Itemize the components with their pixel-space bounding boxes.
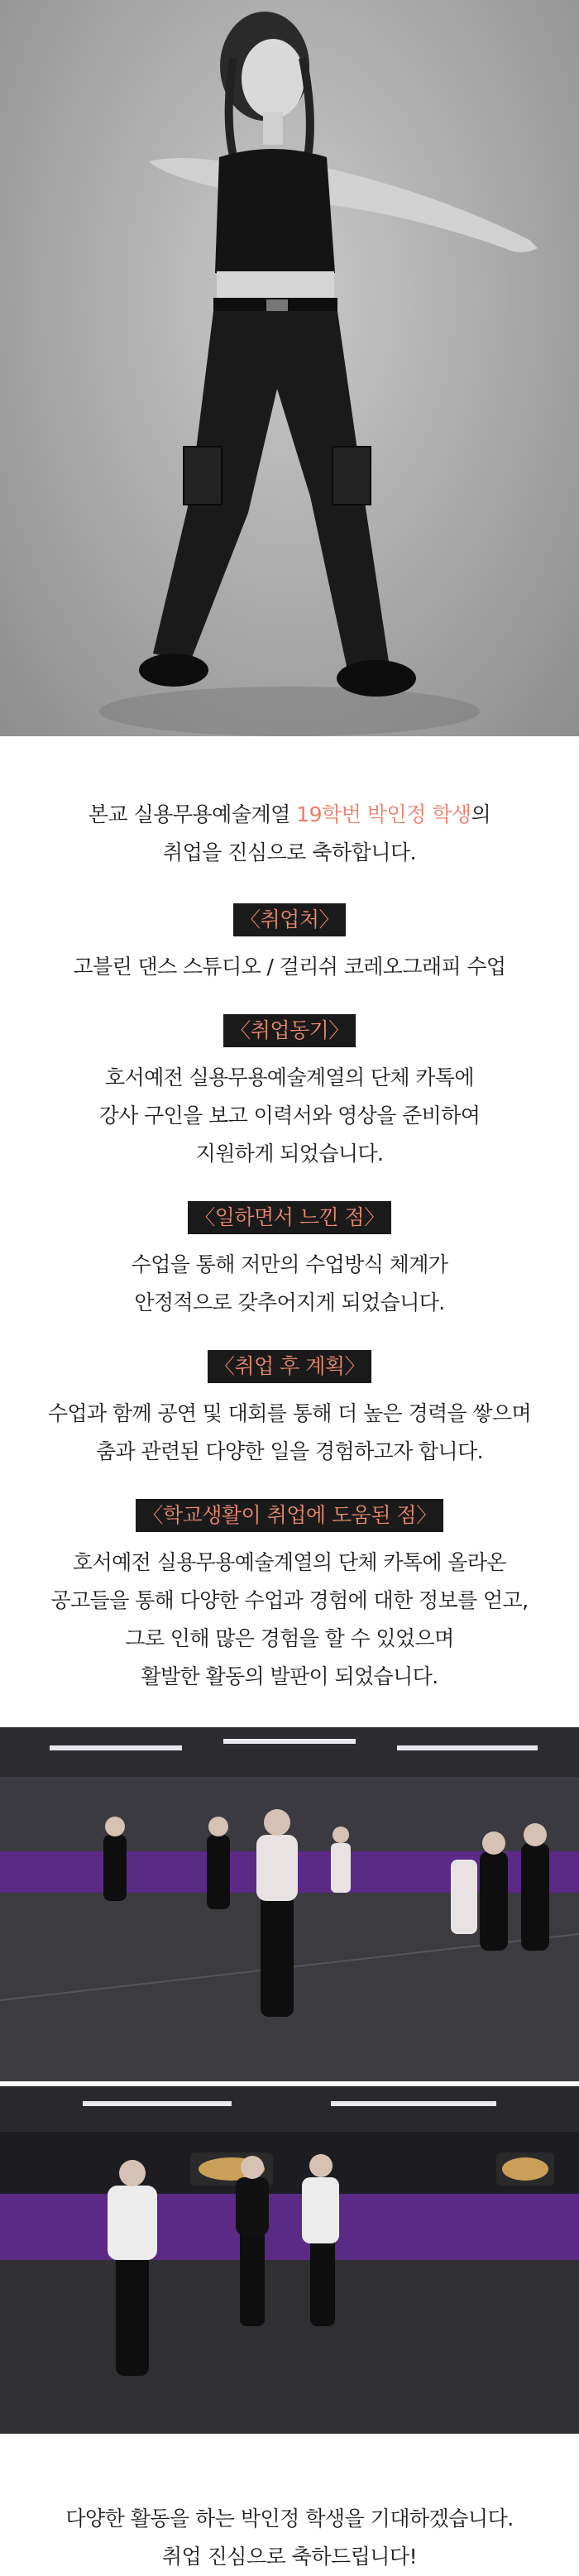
section-line: 호서예전 실용무용예술계열의 단체 카톡에 올라온 xyxy=(73,1550,506,1574)
section-body xyxy=(0,1246,579,1322)
outro-block xyxy=(0,2434,579,2576)
section-body xyxy=(0,948,579,986)
section-tag: 〈취업처〉 xyxy=(233,903,346,936)
section-line: 강사 구인을 보고 이력서와 영상을 준비하여 xyxy=(98,1104,481,1128)
intro-line-1-suffix: 의 xyxy=(471,802,491,826)
intro-line-1 xyxy=(0,796,579,834)
section-body xyxy=(0,1059,579,1173)
dancer-portrait-image xyxy=(0,0,579,736)
section-line: 활발한 활동의 발판이 되었습니다. xyxy=(141,1664,438,1688)
section-impressions xyxy=(0,1201,579,1322)
section-line: 호서예전 실용무용예술계열의 단체 카톡에 xyxy=(105,1065,474,1089)
section-body xyxy=(0,1544,579,1696)
studio-class-photo-2 xyxy=(0,2086,579,2434)
section-tag: 〈학교생활이 취업에 도움된 점〉 xyxy=(136,1499,443,1532)
section-line: 수업과 함께 공연 및 대회를 통해 더 높은 경력을 쌓으며 xyxy=(47,1401,532,1425)
section-plans xyxy=(0,1350,579,1471)
intro-block xyxy=(0,736,579,872)
section-line: 수업을 통해 저만의 수업방식 체계가 xyxy=(131,1252,448,1276)
section-line: 춤과 관련된 다양한 일을 경험하고자 합니다. xyxy=(96,1439,483,1463)
section-motivation xyxy=(0,1014,579,1173)
outro-line-2: 취업 진심으로 축하드립니다! xyxy=(161,2545,418,2569)
dance-class-image xyxy=(0,2086,579,2434)
outro-line-1: 다양한 활동을 하는 박인정 학생을 기대하겠습니다. xyxy=(65,2507,514,2531)
section-line: 고블린 댄스 스튜디오 / 걸리쉬 코레오그래피 수업 xyxy=(73,955,506,979)
hero-photo xyxy=(0,0,579,736)
section-tag: 〈일하면서 느낀 점〉 xyxy=(188,1201,390,1234)
intro-line-2: 취업을 진심으로 축하합니다. xyxy=(162,840,417,864)
section-line: 지원하게 되었습니다. xyxy=(195,1142,384,1166)
section-body xyxy=(0,1395,579,1471)
section-line: 그로 인해 많은 경험을 할 수 있었으며 xyxy=(125,1626,454,1650)
section-school-help xyxy=(0,1499,579,1696)
section-line: 공고들을 통해 다양한 수업과 경험에 대한 정보를 얻고, xyxy=(50,1588,529,1612)
studio-class-photo-1 xyxy=(0,1727,579,2081)
dance-class-image xyxy=(0,1727,579,2081)
section-workplace xyxy=(0,903,579,986)
intro-line-1-prefix: 본교 실용무용예술계열 xyxy=(88,802,297,826)
section-tag: 〈취업 후 계획〉 xyxy=(208,1350,371,1383)
section-tag: 〈취업동기〉 xyxy=(223,1014,356,1047)
section-line: 안정적으로 갖추어지게 되었습니다. xyxy=(134,1290,445,1314)
student-name-highlight: 19학번 박인정 학생 xyxy=(296,802,471,826)
